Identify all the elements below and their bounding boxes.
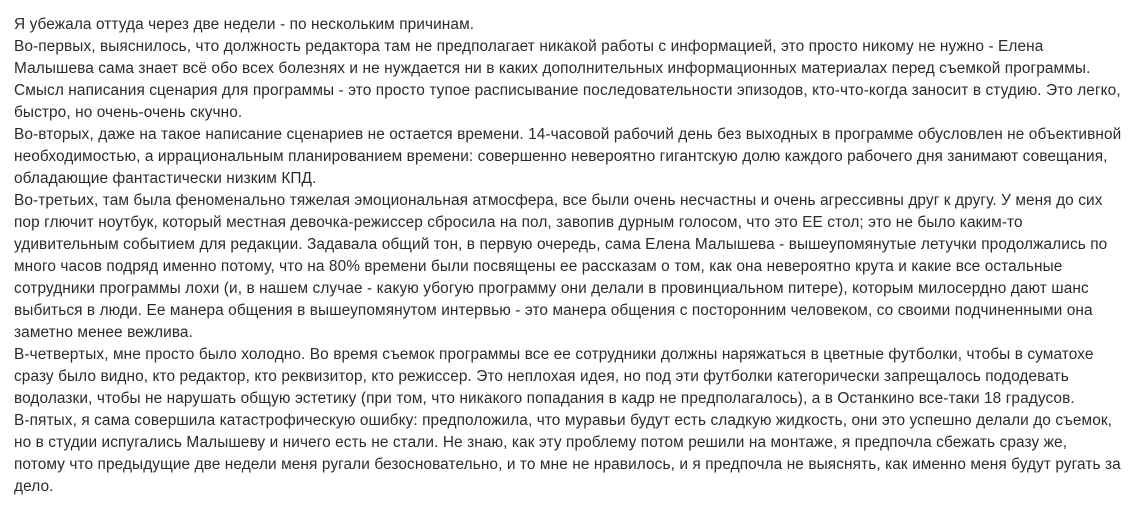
paragraph-reason-2: Во-вторых, даже на такое написание сценариев не остается времени. 14-часовой рабочий день без выходных в программе обусловлен не объективной необходимостью, а иррациональным планированием времени: совершенно невероятно гигантскую долю каждого рабочего дня занимают совещания, обладающие фантастически низким КПД. — [14, 126, 1122, 187]
paragraph-reason-5: В-пятых, я сама совершила катастрофическую ошибку: предположила, что муравьи будут есть сладкую жидкость, они это успешно делали до съемок, но в студии испугались Малышеву и ничего есть не стали. Не знаю, как эту проблему потом решили на монтаже, я предпочла сбежать сразу же, потому что предыдущие две недели меня ругали безосновательно, и то мне не нравилось, и я предпочла не выяснять, как именно меня будут ругать за дело. — [14, 412, 1121, 495]
paragraph-reason-3: Во-третьих, там была феноменально тяжелая эмоциональная атмосфера, все были очень несчастны и очень агрессивны друг к другу. У меня до сих пор глючит ноутбук, который местная девочка-режиссер сбросила на пол, завопив дурным голосом, что это ЕЕ стол; это не было каким-то удивительным событием для редакции. Задавала общий тон, в первую очередь, сама Елена Малышева - вышеупомянутые летучки продолжались по много часов подряд именно потому, что на 80% времени были посвящены ее рассказам о том, как она невероятно крута и какие все остальные сотрудники программы лохи (и, в нашем случае - какую убогую программу они делали в провинциальном питере), которым милосердно дают шанс выбиться в люди. Ее манера общения в вышеупомянутом интервью - это манера общения с посторонним человеком, со своими подчиненными она заметно менее вежлива. — [14, 192, 1108, 341]
paragraph-reason-4: В-четвертых, мне просто было холодно. Во время съемок программы все ее сотрудники должны наряжаться в цветные футболки, чтобы в суматохе сразу было видно, кто редактор, кто реквизитор, кто режиссер. Это неплохая идея, но под эти футболки категорически запрещалось пододевать водолазки, чтобы не нарушать общую эстетику (при том, что никакого попадания в кадр не предполагалось), а в Останкино все-таки 18 градусов. — [14, 346, 1094, 407]
paragraph-intro: Я убежала оттуда через две недели - по нескольким причинам. — [14, 16, 475, 33]
paragraph-reason-1: Во-первых, выяснилось, что должность редактора там не предполагает никакой работы с информацией, это просто никому не нужно - Елена Малышева сама знает всё обо всех болезнях и не нуждается ни в каких дополнительных информационных материалах перед съемкой программы. Смысл написания сценария для программы - это просто тупое расписывание последовательности эпизодов, кто-что-когда заносит в студию. Это легко, быстро, но очень-очень скучно. — [14, 38, 1121, 121]
post-body — [14, 14, 1122, 498]
